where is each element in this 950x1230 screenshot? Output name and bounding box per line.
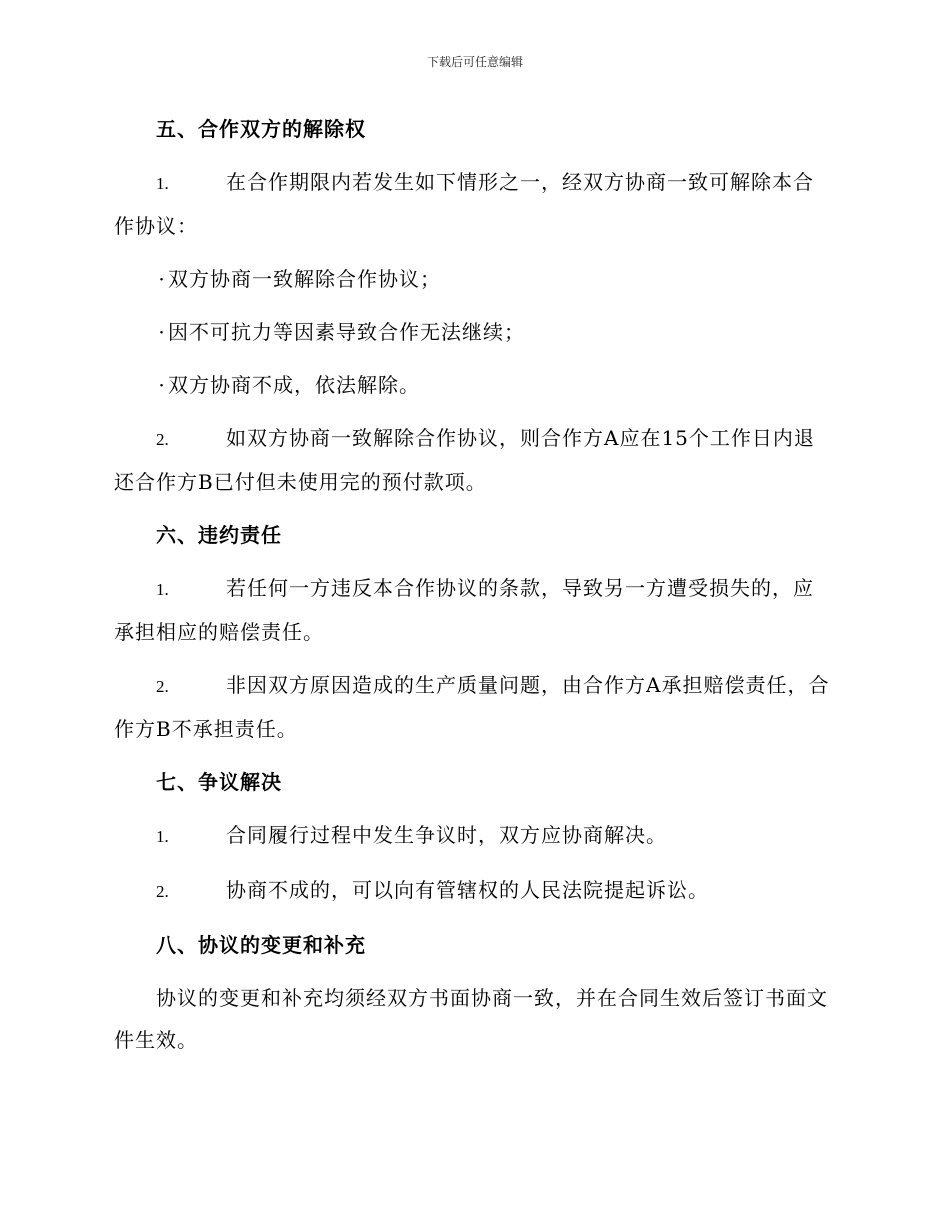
- clause-dispute-2: [114, 869, 834, 913]
- clause-number: 2.: [156, 882, 169, 901]
- bullet-text: 双方协商不成，依法解除。: [168, 373, 420, 397]
- clause-amendment: 协议的变更和补充均须经双方书面协商一致，并在合同生效后签订书面文件生效。: [114, 986, 828, 1052]
- clause-text: 若任何一方违反本合作协议的条款，导致另一方遭受损失的，应承担相应的赔偿责任。: [114, 576, 814, 644]
- document-body: [114, 108, 834, 1072]
- bullet-dot: ·: [158, 267, 166, 291]
- section-heading-amendment: 八、协议的变更和补充: [156, 933, 366, 957]
- page-header: 下载后可任意编辑: [426, 55, 523, 69]
- bullet-text: 因不可抗力等因素导致合作无法继续；: [168, 320, 525, 344]
- clause-liability-1: [114, 567, 834, 653]
- bullet-dot: ·: [158, 373, 166, 397]
- clause-text: 合同履行过程中发生争议时，双方应协商解决。: [226, 823, 667, 847]
- clause-text: 在合作期限内若发生如下情形之一，经双方协商一致可解除本合作协议：: [114, 170, 814, 238]
- bullet-item: [114, 258, 834, 300]
- bullet-item: [114, 311, 834, 353]
- clause-number: 1.: [156, 174, 169, 193]
- clause-text: 如双方协商一致解除合作协议，则合作方A应在15个工作日内退还合作方B已付但未使用完的预付款项。: [114, 426, 815, 494]
- bullet-text: 双方协商一致解除合作协议；: [168, 267, 441, 291]
- clause-number: 1.: [156, 580, 169, 599]
- section-heading-liability: 六、违约责任: [156, 523, 282, 547]
- clause-termination-1: [114, 161, 834, 247]
- bullet-item: [114, 364, 834, 406]
- clause-liability-2: [114, 664, 834, 750]
- clause-dispute-1: [114, 814, 834, 858]
- section-heading-dispute: 七、争议解决: [156, 770, 282, 794]
- clause-termination-2: [114, 417, 834, 503]
- clause-text: 非因双方原因造成的生产质量问题，由合作方A承担赔偿责任，合作方B不承担责任。: [114, 673, 830, 741]
- clause-number: 2.: [156, 430, 169, 449]
- clause-number: 1.: [156, 827, 169, 846]
- clause-text: 协商不成的，可以向有管辖权的人民法院提起诉讼。: [226, 878, 709, 902]
- clause-number: 2.: [156, 677, 169, 696]
- bullet-dot: ·: [158, 320, 166, 344]
- section-heading-termination: 五、合作双方的解除权: [156, 117, 366, 141]
